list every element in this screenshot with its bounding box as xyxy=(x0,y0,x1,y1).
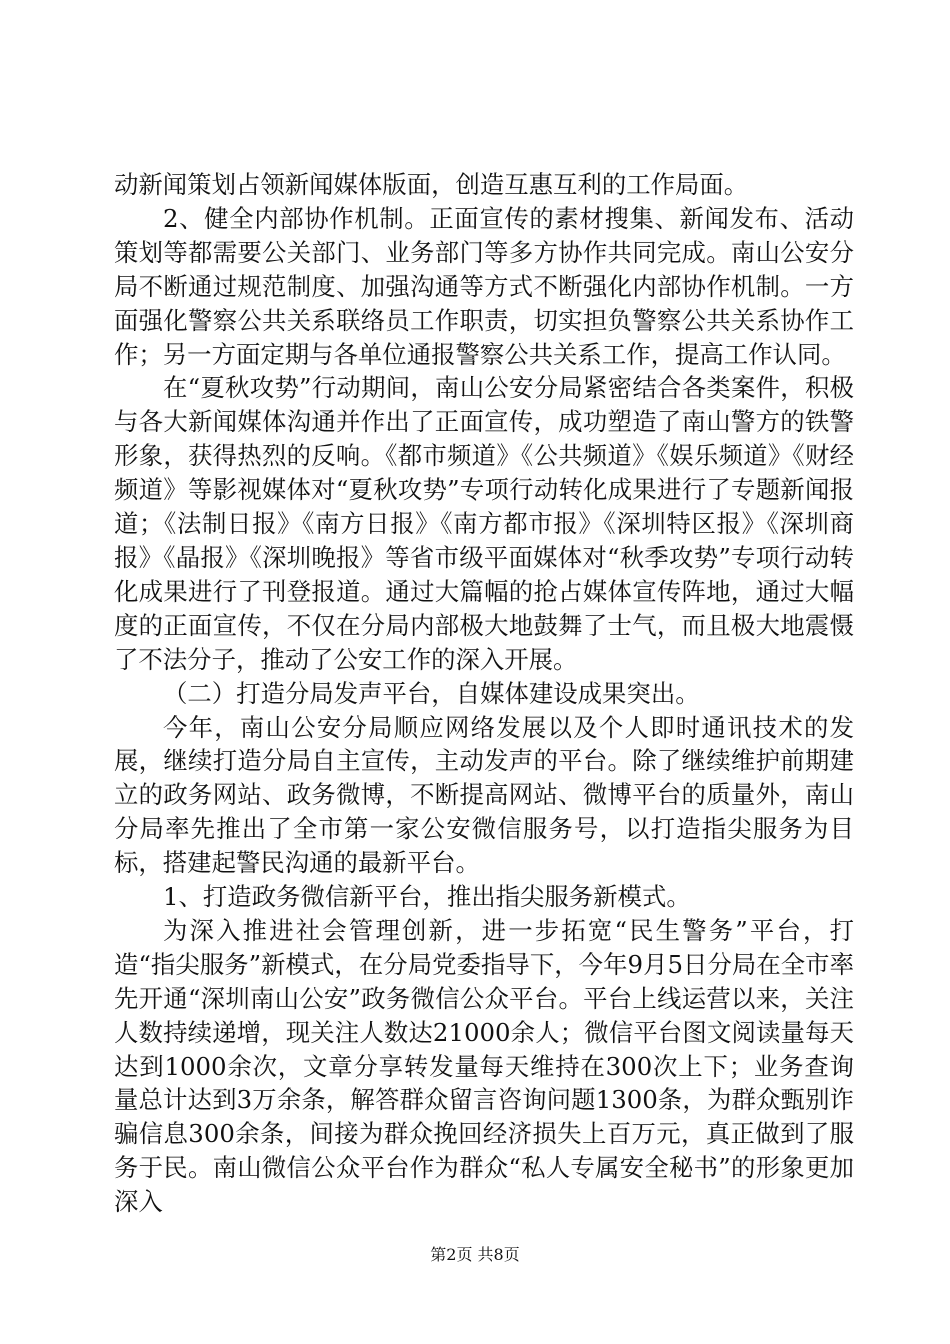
document-body xyxy=(114,168,854,1219)
paragraph-wechat-details: 为深入推进社会管理创新，进一步拓宽“民生警务”平台，打造“指尖服务”新模式，在分局党委指导下，今年9月5日分局在全市率先开通“深圳南山公安”政务微信公众平台。平台上线运营以来，关注人数持续递增，现关注人数达21000余人；微信平台图文阅读量每天达到1000余次，文章分享转发量每天维持在300次上下；业务查询量总计达到3万余条，解答群众留言咨询问题1300条，为群众甄别诈骗信息300余条，间接为群众挽回经济损失上百万元，真正做到了服务于民。南山微信公众平台作为群众“私人专属安全秘书”的形象更加深入 xyxy=(114,915,854,1217)
paragraph-continuation: 动新闻策划占领新闻媒体版面，创造互惠互利的工作局面。 xyxy=(114,170,749,199)
paragraph-self-media: 今年，南山公安分局顺应网络发展以及个人即时通讯技术的发展，继续打造分局自主宣传，主动发声的平台。除了继续维护前期建立的政务网站、政务微博，不断提高网站、微博平台的质量外，南山分局率先推出了全市第一家公安微信服务号，以打造指尖服务为目标，搭建起警民沟通的最新平台。 xyxy=(114,712,854,878)
subheading-wechat-platform: 1、打造政务微信新平台，推出指尖服务新模式。 xyxy=(163,882,691,912)
section-heading-platform: （二）打造分局发声平台，自媒体建设成果突出。 xyxy=(163,678,700,708)
paragraph-internal-coordination: 2、健全内部协作机制。正面宣传的素材搜集、新闻发布、活动策划等都需要公关部门、业务部门等多方协作共同完成。南山公安分局不断通过规范制度、加强沟通等方式不断强化内部协作机制。一方面强化警察公共关系联络员工作职责，切实担负警察公共关系协作工作；另一方面定期与各单位通报警察公共关系工作，提高工作认同。 xyxy=(114,203,854,369)
page-footer: 第2页 共8页 xyxy=(430,1245,520,1264)
paragraph-media-campaign: 在“夏秋攻势”行动期间，南山公安分局紧密结合各类案件，积极与各大新闻媒体沟通并作出了正面宣传，成功塑造了南山警方的铁警形象，获得热烈的反响。《都市频道》《公共频道》《娱乐频道》《财经频道》等影视媒体对“夏秋攻势”专项行动转化成果进行了专题新闻报道；《法制日报》《南方日报》《南方都市报》《深圳特区报》《深圳商报》《晶报》《深圳晚报》等省市级平面媒体对“秋季攻势”专项行动转化成果进行了刊登报道。通过大篇幅的抢占媒体宣传阵地，通过大幅度的正面宣传，不仅在分局内部极大地鼓舞了士气，而且极大地震慑了不法分子，推动了公安工作的深入开展。 xyxy=(114,373,854,674)
